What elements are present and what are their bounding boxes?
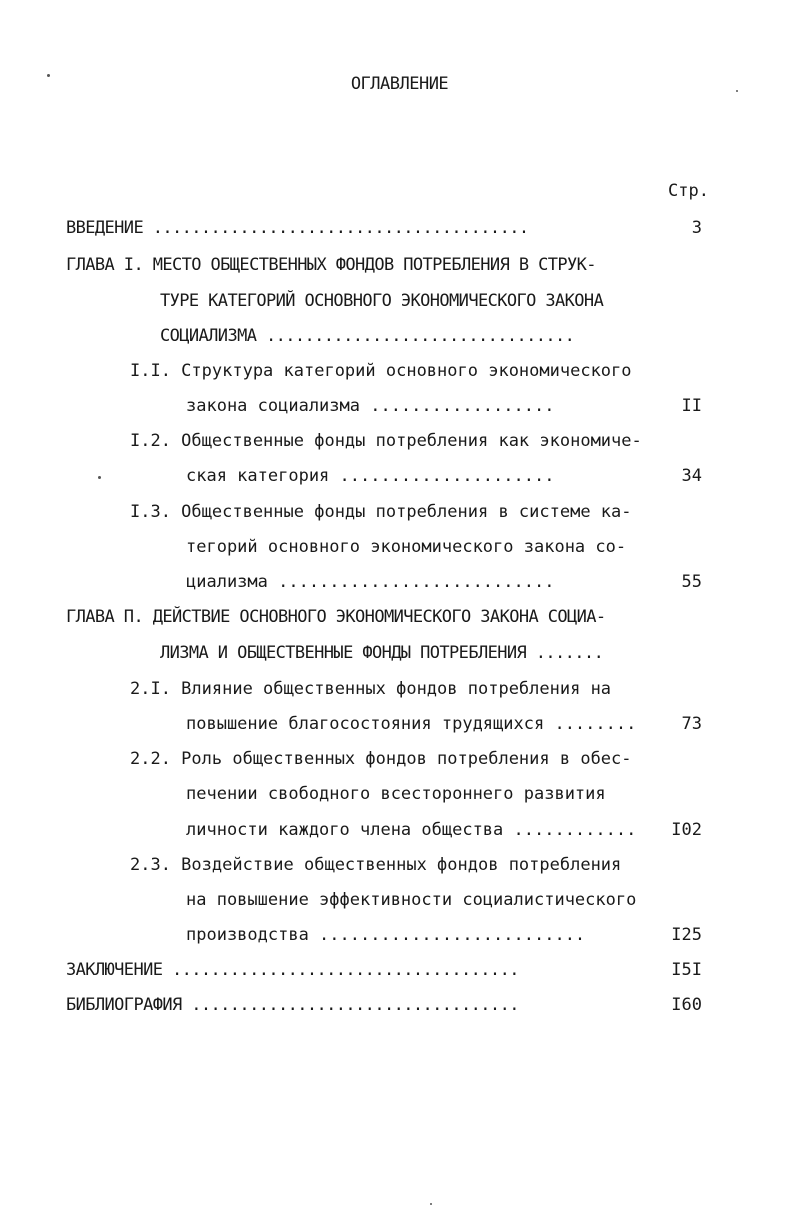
toc-section-1-2-line-2: ская категория ..................... bbox=[186, 466, 555, 486]
page-column-header: Стр. bbox=[668, 181, 709, 201]
toc-section-2-3-line-1: 2.3. Воздействие общественных фондов потребления bbox=[130, 855, 622, 875]
page-number-section-2-3: I25 bbox=[671, 925, 702, 945]
toc-chapter-2-line-2: ЛИЗМА И ОБЩЕСТВЕННЫЕ ФОНДЫ ПОТРЕБЛЕНИЯ ....... bbox=[160, 643, 604, 663]
toc-section-2-3-line-2: на повышение эффективности социалистического bbox=[186, 890, 637, 910]
toc-entry-introduction: ВВЕДЕНИЕ ....................................... bbox=[66, 218, 529, 238]
toc-chapter-1-line-3: СОЦИАЛИЗМА ................................ bbox=[160, 326, 575, 346]
toc-chapter-1-line-1: ГЛАВА I. МЕСТО ОБЩЕСТВЕННЫХ ФОНДОВ ПОТРЕБЛЕНИЯ В СТРУК- bbox=[66, 255, 596, 275]
scan-speck bbox=[736, 90, 738, 92]
page-number-section-2-1: 73 bbox=[681, 714, 702, 734]
page-number-introduction: 3 bbox=[691, 218, 702, 238]
toc-section-1-3-line-2: тегорий основного экономического закона со- bbox=[186, 537, 627, 557]
page-number-section-1-1: II bbox=[681, 396, 702, 416]
toc-section-1-2-line-1: I.2. Общественные фонды потребления как экономиче- bbox=[130, 431, 642, 451]
toc-entry-conclusion: ЗАКЛЮЧЕНИЕ .................................... bbox=[66, 960, 519, 980]
toc-section-1-3-line-1: I.3. Общественные фонды потребления в системе ка- bbox=[130, 502, 632, 522]
toc-section-2-2-line-1: 2.2. Роль общественных фондов потребления в обес- bbox=[130, 749, 632, 769]
toc-title: ОГЛАВЛЕНИЕ bbox=[350, 74, 449, 94]
page-number-section-2-2: I02 bbox=[671, 820, 702, 840]
scan-speck bbox=[430, 1203, 432, 1205]
scan-speck bbox=[98, 476, 101, 479]
toc-chapter-1-line-2: ТУРЕ КАТЕГОРИЙ ОСНОВНОГО ЭКОНОМИЧЕСКОГО ЗАКОНА bbox=[160, 291, 604, 311]
toc-entry-bibliography: БИБЛИОГРАФИЯ .................................. bbox=[66, 995, 519, 1015]
page-number-bibliography: I60 bbox=[671, 995, 702, 1015]
toc-section-1-1-line-2: закона социализма .................. bbox=[186, 396, 555, 416]
toc-chapter-2-line-1: ГЛАВА П. ДЕЙСТВИЕ ОСНОВНОГО ЭКОНОМИЧЕСКОГО ЗАКОНА СОЦИА- bbox=[66, 607, 606, 627]
toc-section-2-2-line-3: личности каждого члена общества ............ bbox=[186, 820, 637, 840]
scan-speck bbox=[47, 74, 50, 77]
toc-section-1-1-line-1: I.I. Структура категорий основного экономического bbox=[130, 361, 632, 381]
toc-section-2-1-line-2: повышение благосостояния трудящихся ........ bbox=[186, 714, 637, 734]
toc-section-2-3-line-3: производства .......................... bbox=[186, 925, 586, 945]
page-number-section-1-3: 55 bbox=[681, 572, 702, 592]
page-number-section-1-2: 34 bbox=[681, 466, 702, 486]
page-number-conclusion: I5I bbox=[671, 960, 702, 980]
toc-section-1-3-line-3: циализма ........................... bbox=[186, 572, 555, 592]
toc-section-2-1-line-1: 2.I. Влияние общественных фондов потребления на bbox=[130, 679, 612, 699]
toc-section-2-2-line-2: печении свободного всестороннего развития bbox=[186, 784, 606, 804]
